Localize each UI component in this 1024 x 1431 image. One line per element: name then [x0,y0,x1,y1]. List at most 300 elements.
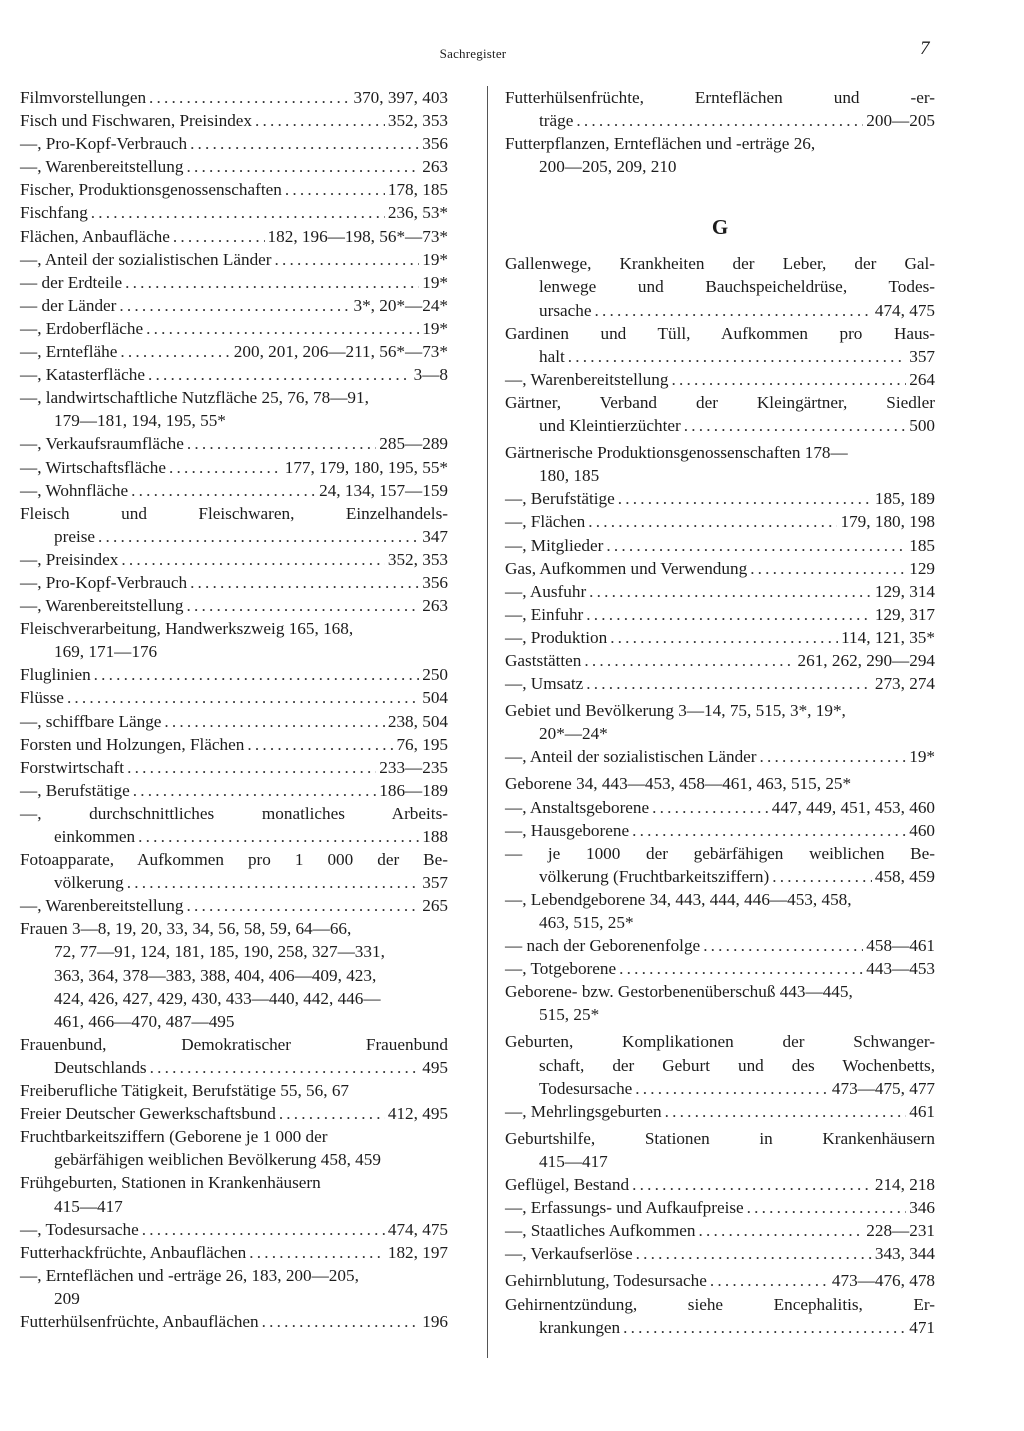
entry-term: Gehirnblutung, Todesursache [505,1271,707,1291]
entry-pages: 356 [422,134,448,154]
index-entry [20,640,448,663]
dot-leader [652,796,769,819]
entry-pages: 447, 449, 451, 453, 460 [771,797,935,817]
entry-term: —, landwirtschaftliche Nutzfläche 25, 76, 78—91, [20,388,369,408]
entry-pages: 347 [422,526,448,546]
index-entry [505,1219,935,1242]
index-entry [505,772,935,795]
entry-term: Geflügel, Bestand [505,1175,630,1195]
index-entry [505,934,935,957]
index-entry [505,957,935,980]
entry-term: —, Lebendgeborene 34, 443, 444, 446—453, 458, [505,889,852,909]
dot-leader [187,432,376,455]
index-entry [505,1127,935,1150]
index-entry [20,1287,448,1310]
dot-leader [684,414,906,437]
entry-pages: 458—461 [866,936,935,956]
index-entry [20,1102,448,1125]
entry-pages: 129 [909,558,935,578]
index-entry [20,386,448,409]
entry-term: —, Wohnfläche [20,480,129,500]
entry-term: —, Verkaufsraumfläche [20,434,184,454]
dot-leader [98,525,419,548]
index-entry [505,441,935,464]
dot-leader [588,510,837,533]
index-entry [20,271,448,294]
entry-term: — je 1000 der gebärfähigen weiblichen Be- [505,843,935,863]
index-entry [20,1195,448,1218]
entry-term: —, Wirtschaftsfläche [20,457,166,477]
dot-leader [149,86,350,109]
index-entry [20,871,448,894]
index-entry [20,1310,448,1333]
dot-leader [584,649,794,672]
entry-pages: 182, 197 [387,1242,448,1262]
index-entry [20,802,448,825]
entry-term: —, Pro-Kopf-Verbrauch [20,572,188,592]
entry-term: Fisch und Fischwaren, Preisindex [20,111,253,131]
dot-leader [636,1242,872,1265]
entry-pages: 129, 314 [874,581,935,601]
entry-term: —, Todesursache [20,1219,139,1239]
index-entry [505,1196,935,1219]
index-entry [505,414,935,437]
index-entry [505,649,935,672]
entry-term: 209 [54,1288,80,1308]
dot-leader [703,934,863,957]
entry-term: —, Ausfuhr [505,581,587,601]
entry-term: —, Preisindex [20,549,119,569]
section-letter: G [711,215,729,240]
entry-term: —, Mehrlingsgeburten [505,1101,662,1121]
dot-leader [665,1100,907,1123]
entry-term: 363, 364, 378—383, 388, 404, 406—409, 423, [54,965,377,985]
entry-term: —, Warenbereitstellung [20,596,184,616]
index-entry [20,1079,448,1102]
entry-pages: 352, 353 [387,111,448,131]
index-entry [20,409,448,432]
index-entry [20,479,448,502]
index-entry [505,109,935,132]
dot-leader [619,957,863,980]
entry-term: —, Berufstätige [20,780,130,800]
entry-term: Gallenwege, Krankheiten der Leber, der Gal- [505,254,935,274]
index-entry [505,155,935,178]
index-entry [505,487,935,510]
dot-leader [119,294,350,317]
entry-pages: 460 [909,820,935,840]
entry-pages: 504 [422,688,448,708]
entry-pages: 474, 475 [387,1219,448,1239]
entry-term: Geborene 34, 443—453, 458—461, 463, 515, 25* [505,774,852,794]
entry-pages: 200, 201, 206—211, 56*—73* [233,342,448,362]
dot-leader [671,368,906,391]
entry-term: —, Erdoberfläche [20,318,144,338]
entry-pages: 114, 121, 35* [841,627,935,647]
entry-term: —, Produktion [505,627,608,647]
entry-term: —, Verkaufserlöse [505,1244,633,1264]
entry-pages: 233—235 [379,757,448,777]
index-entry [20,825,448,848]
entry-term: —, Pro-Kopf-Verbrauch [20,134,188,154]
index-entry [20,848,448,871]
entry-term: 463, 515, 25* [539,913,634,932]
entry-term: 200—205, 209, 210 [539,157,677,177]
dot-leader [747,1196,907,1219]
entry-pages: 443—453 [866,959,935,979]
entry-term: —, Anstaltsgeborene [505,797,650,817]
entry-term: 169, 171—176 [54,642,158,662]
entry-term: Freier Deutscher Gewerkschaftsbund [20,1104,276,1124]
entry-term: völkerung (Fruchtbarkeitsziffern) [539,866,770,886]
entry-pages: 3*, 20*—24* [353,295,448,315]
entry-pages: 263 [422,157,448,177]
entry-term: Frauen 3—8, 19, 20, 33, 34, 56, 58, 59, 64—66, [20,919,352,939]
index-entry [505,980,935,1003]
entry-term: Deutschlands [54,1057,147,1077]
entry-term: preise [54,526,96,546]
index-column-right [505,86,935,1339]
index-entry [505,86,935,109]
entry-pages: 343, 344 [874,1244,935,1264]
entry-pages: 356 [422,572,448,592]
entry-term: Futterhülsenfrüchte, Anbauflächen [20,1311,259,1331]
index-entry [505,699,935,722]
dot-leader [173,225,265,248]
entry-term: Gärtnerische Produktionsgenossenschaften 178— [505,443,848,463]
index-entry [505,1269,935,1292]
entry-pages: 185 [909,535,935,555]
index-entry [505,368,935,391]
entry-pages: 263 [422,596,448,616]
dot-leader [186,894,419,917]
entry-term: Fleischverarbeitung, Handwerkszweig 165, 168, [20,619,354,639]
index-entry [20,940,448,963]
index-entry [505,911,935,934]
entry-pages: 188 [422,827,448,846]
entry-term: gebärfähigen weiblichen Bevölkerung 458, 459 [54,1150,381,1170]
dot-leader [568,345,906,368]
dot-leader [186,594,419,617]
entry-pages: 261, 262, 290—294 [797,650,935,670]
index-entry [505,132,935,155]
entry-term: und Kleintierzüchter [539,416,681,436]
index-entry [505,819,935,842]
index-entry [505,345,935,368]
index-column-left [20,86,448,1333]
dot-leader [586,603,872,626]
entry-term: halt [539,346,565,366]
dot-leader [589,580,872,603]
index-entry [505,534,935,557]
index-entry [20,363,448,386]
index-entry [20,178,448,201]
index-entry [20,964,448,987]
dot-leader [91,201,385,224]
entry-term: —, Katasterfläche [20,365,146,385]
index-group-g [505,252,935,1338]
index-entry [20,1171,448,1194]
dot-leader [133,779,376,802]
index-entry [20,248,448,271]
index-entry [20,1148,448,1171]
index-entry [505,510,935,533]
dot-leader [285,178,385,201]
entry-term: —, Warenbereitstellung [20,896,184,916]
index-entry [20,917,448,940]
entry-term: —, Ernteflähe [20,342,118,362]
index-entry [505,391,935,414]
entry-pages: 370, 397, 403 [353,88,448,107]
index-entry [20,432,448,455]
index-entry [20,1125,448,1148]
entry-term: krankungen [539,1317,621,1337]
entry-term: —, Einfuhr [505,604,584,624]
dot-leader [595,299,872,322]
index-entry [505,745,935,768]
entry-term: einkommen [54,827,136,846]
index-entry [20,294,448,317]
dot-leader [772,865,872,888]
dot-leader [760,745,907,768]
index-entry [20,525,448,548]
entry-pages: 264 [909,369,935,389]
entry-term: 424, 426, 427, 429, 430, 433—440, 442, 446— [54,988,381,1008]
page-number: 7 [920,38,930,59]
dot-leader [698,1219,863,1242]
index-entry [20,548,448,571]
entry-pages: 3—8 [413,365,448,385]
index-entry [505,603,935,626]
index-entry [20,1241,448,1264]
index-entry [20,201,448,224]
entry-term: —, Ernteflächen und -erträge 26, 183, 200—205, [20,1265,359,1285]
dot-leader [121,548,385,571]
index-entry [20,1056,448,1079]
index-entry [505,1100,935,1123]
dot-leader [142,1218,385,1241]
index-entry [505,580,935,603]
entry-term: Gehirnentzündung, siehe Encephalitis, Er- [505,1294,935,1314]
entry-term: —, durchschnittliches monatliches Arbeits- [20,803,448,823]
dot-leader [150,1056,420,1079]
entry-term: 72, 77—91, 124, 181, 185, 190, 258, 327—331, [54,942,385,962]
index-entry [20,710,448,733]
entry-pages: 179, 180, 198 [840,512,935,532]
entry-term: — nach der Geborenenfolge [505,936,701,956]
entry-term: Freiberufliche Tätigkeit, Berufstätige 55, 56, 67 [20,1081,350,1101]
dot-leader [606,534,906,557]
index-entry [505,1030,935,1053]
index-entry [20,1218,448,1241]
index-entry [20,132,448,155]
index-entry [20,1033,448,1056]
entry-pages: 474, 475 [874,300,935,320]
index-entry [20,225,448,248]
entry-term: Fleisch und Fleischwaren, Einzelhandels- [20,503,448,523]
entry-term: lenwege und Bauchspeicheldrüse, Todes- [539,277,935,297]
entry-term: —, Anteil der sozialistischen Länder [505,747,757,767]
entry-term: Fruchtbarkeitsziffern (Geborene je 1 000 der [20,1127,328,1147]
index-entry [505,722,935,745]
entry-term: —, Mitglieder [505,535,604,555]
entry-pages: 236, 53* [387,203,448,223]
index-entry [20,663,448,686]
dot-leader [279,1102,385,1125]
index-entry [20,1264,448,1287]
dot-leader [148,363,411,386]
entry-pages: 24, 134, 157—159 [319,480,448,500]
entry-term: Todesursache [539,1078,633,1098]
entry-term: Futterhackfrüchte, Anbauflächen [20,1242,247,1262]
entry-pages: 177, 179, 180, 195, 55* [284,457,448,477]
entry-pages: 200—205 [866,111,935,131]
entry-term: Fischer, Produktionsgenossenschaften [20,180,282,200]
dot-leader [255,109,385,132]
dot-leader [138,825,419,848]
dot-leader [632,1173,872,1196]
entry-term: —, Anteil der sozialistischen Länder [20,249,272,269]
entry-pages: 473—476, 478 [831,1271,935,1291]
index-entry [505,1054,935,1077]
entry-pages: 495 [422,1057,448,1077]
index-entry [20,594,448,617]
index-entry [505,1003,935,1026]
entry-term: Gärtner, Verband der Kleingärtner, Siedler [505,392,935,412]
entry-pages: 182, 196—198, 56*—73* [267,226,448,246]
index-entry [505,626,935,649]
dot-leader [67,686,419,709]
index-entry [505,672,935,695]
index-entry [505,842,935,865]
index-entry [505,888,935,911]
dot-leader [120,340,230,363]
entry-term: Gas, Aufkommen und Verwendung [505,558,748,578]
entry-term: — der Erdteile [20,272,123,292]
index-entry [505,865,935,888]
entry-term: —, Warenbereitstellung [505,369,669,389]
entry-term: Frühgeburten, Stationen in Krankenhäusern [20,1173,321,1193]
entry-term: Fotoapparate, Aufkommen pro 1 000 der Be- [20,850,448,870]
entry-pages: 461 [909,1101,935,1121]
page-header-title: Sachregister [439,46,507,61]
index-entry [20,86,448,109]
entry-pages: 76, 195 [396,734,448,754]
dot-leader [131,479,316,502]
index-entry [20,756,448,779]
entry-term: —, Hausgeborene [505,820,630,840]
entry-pages: 196 [422,1311,448,1331]
entry-term: Fischfang [20,203,88,223]
dot-leader [190,571,419,594]
entry-term: Gardinen und Tüll, Aufkommen pro Haus- [505,323,935,343]
entry-pages: 458, 459 [874,866,935,886]
dot-leader [190,132,419,155]
entry-pages: 412, 495 [387,1104,448,1124]
index-entry [505,322,935,345]
entry-pages: 19* [422,249,448,269]
index-entry [20,502,448,525]
entry-pages: 500 [909,416,935,436]
index-entry [505,796,935,819]
entry-pages: 19* [422,272,448,292]
dot-leader [164,710,384,733]
entry-term: Geborene- bzw. Gestorbenenüberschuß 443—445, [505,982,853,1002]
entry-term: —, Flächen [505,512,586,532]
dot-leader [576,109,863,132]
index-entry [20,779,448,802]
index-entry [20,571,448,594]
dot-leader [146,317,419,340]
entry-pages: 471 [909,1317,935,1337]
index-entry [20,686,448,709]
entry-term: —, Erfassungs- und Aufkaufpreise [505,1198,744,1218]
dot-leader [618,487,872,510]
index-entry [505,1173,935,1196]
entry-pages: 178, 185 [387,180,448,200]
index-entry [20,155,448,178]
entry-pages: 19* [909,747,935,767]
entry-term: Frauenbund, Demokratischer Frauenbund [20,1034,448,1054]
entry-term: —, Berufstätige [505,489,615,509]
entry-term: schaft, der Geburt und des Wochenbetts, [539,1055,935,1075]
entry-pages: 129, 317 [874,604,935,624]
entry-pages: 238, 504 [387,711,448,731]
dot-leader [262,1310,420,1333]
entry-term: Flächen, Anbaufläche [20,226,170,246]
index-entry [20,617,448,640]
index-entry [505,464,935,487]
entry-term: Forstwirtschaft [20,757,125,777]
entry-term: Geburtshilfe, Stationen in Krankenhäusern [505,1128,935,1148]
entry-pages: 357 [909,346,935,366]
entry-pages: 19* [422,318,448,338]
index-entry [20,317,448,340]
entry-pages: 186—189 [379,780,448,800]
dot-leader [249,1241,385,1264]
entry-pages: 228—231 [866,1221,935,1241]
dot-leader [632,819,906,842]
entry-pages: 273, 274 [874,674,935,694]
index-entry [505,1242,935,1265]
entry-term: 415—417 [54,1196,123,1216]
entry-term: —, Staatliches Aufkommen [505,1221,696,1241]
entry-pages: 473—475, 477 [831,1078,935,1098]
entry-term: träge [539,111,574,131]
entry-pages: 185, 189 [874,489,935,509]
entry-pages: 346 [909,1198,935,1218]
index-entry [20,894,448,917]
dot-leader [275,248,420,271]
dot-leader [586,672,872,695]
entry-term: —, Umsatz [505,674,584,694]
entry-term: ursache [539,300,592,320]
index-entry [505,252,935,275]
column-divider [487,86,488,1358]
index-entry [20,733,448,756]
entry-term: Geburten, Komplikationen der Schwanger- [505,1032,935,1052]
dot-leader [169,456,282,479]
entry-term: 179—181, 194, 195, 55* [54,411,226,431]
entry-pages: 265 [422,896,448,916]
entry-term: 515, 25* [539,1005,600,1025]
entry-pages: 250 [422,665,448,685]
entry-term: 415—417 [539,1151,608,1171]
index-entry [505,275,935,298]
index-entry [20,1010,448,1033]
dot-leader [186,155,419,178]
entry-pages: 285—289 [379,434,448,454]
